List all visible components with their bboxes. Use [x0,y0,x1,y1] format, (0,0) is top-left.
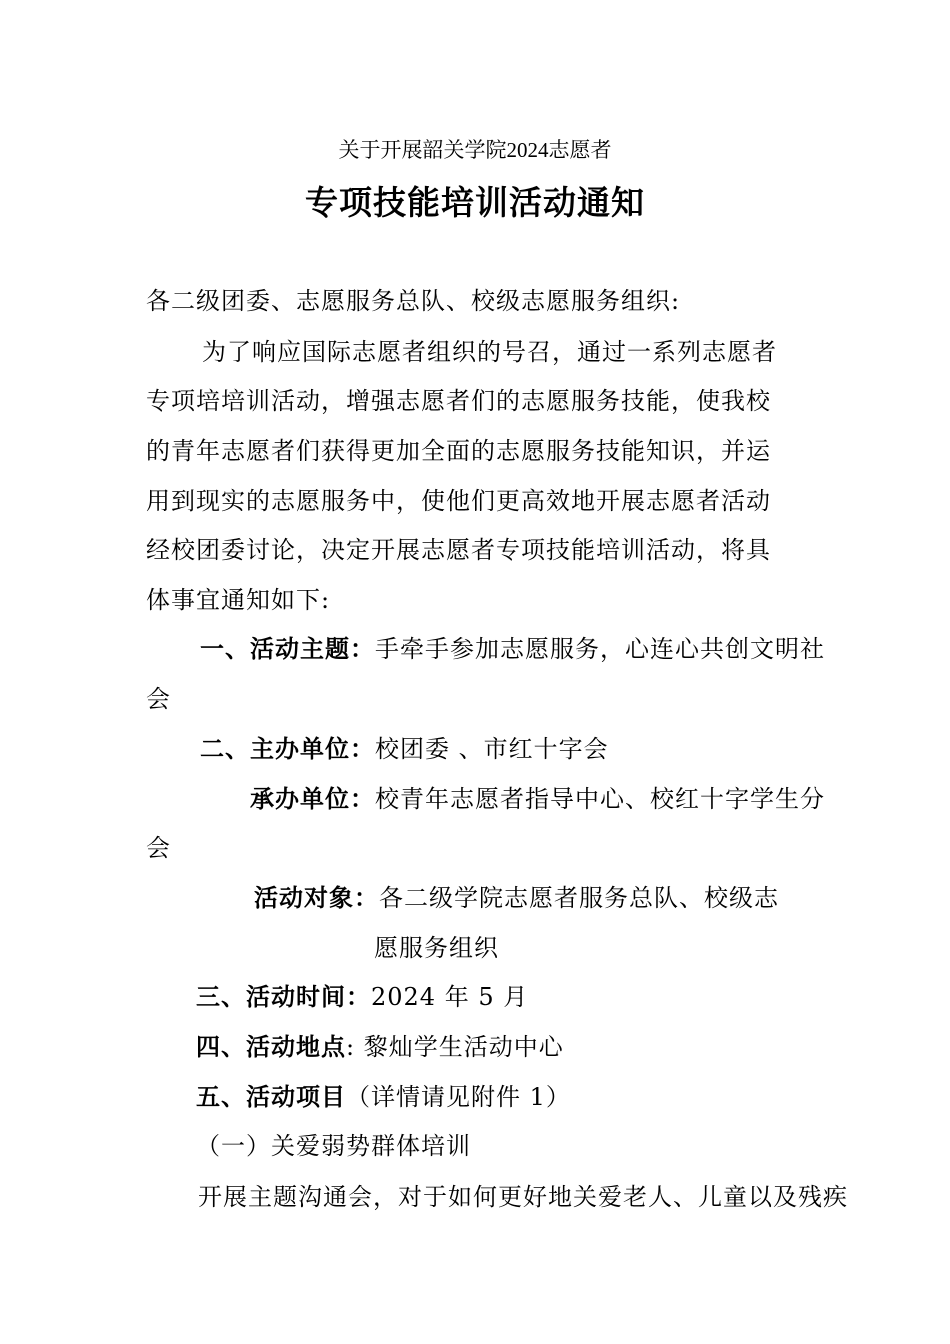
intro-line: 用到现实的志愿服务中，使他们更高效地开展志愿者活动 [146,487,771,515]
section-place-value: : 黎灿学生活动中心 [346,1033,564,1061]
section-theme-label: 一、活动主题： [200,635,375,663]
salutation: 各二级团委、志愿服务总队、校级志愿服务组织: [146,287,681,315]
subsection-body-line: 开展主题沟通会，对于如何更好地关爱老人、儿童以及残疾 [198,1183,848,1211]
section-co-organizer [250,784,825,814]
section-time-value: 2024 年 5 月 [371,983,529,1011]
section-time-label: 三、活动时间： [196,983,371,1011]
section-theme-continuation: 会 [146,685,171,713]
section-projects [196,1082,571,1112]
section-organizer [200,734,609,764]
section-projects-value: （详情请见附件 1） [346,1083,571,1111]
document-subtitle: 关于开展韶关学院2024志愿者 [338,138,612,162]
intro-line: 为了响应国际志愿者组织的号召，通过一系列志愿者 [202,338,777,366]
section-participants-label: 活动对象： [254,884,379,912]
section-co-organizer-value: 校青年志愿者指导中心、校红十字学生分 [375,785,825,813]
intro-line: 经校团委讨论，决定开展志愿者专项技能培训活动，将具 [146,536,771,564]
section-organizer-value: 校团委 、市红十字会 [375,735,609,763]
intro-line: 体事宜通知如下: [146,586,331,614]
section-participants [254,883,779,913]
section-co-organizer-label: 承办单位： [250,785,375,813]
intro-line: 的青年志愿者们获得更加全面的志愿服务技能知识，并运 [146,437,771,465]
subsection-heading: （一）关爱弱势群体培训 [196,1132,471,1160]
section-time [196,982,528,1012]
section-co-organizer-continuation: 会 [146,834,171,862]
section-participants-value: 各二级学院志愿者服务总队、校级志 [379,884,779,912]
section-theme [200,634,825,664]
section-theme-value: 手牵手参加志愿服务，心连心共创文明社 [375,635,825,663]
section-projects-label: 五、活动项目 [196,1083,346,1111]
section-place-label: 四、活动地点 [196,1033,346,1061]
section-organizer-label: 二、主办单位： [200,735,375,763]
document-title: 专项技能培训活动通知 [305,183,645,222]
section-place [196,1032,564,1062]
intro-line: 专项培培训活动，增强志愿者们的志愿服务技能，使我校 [146,387,771,415]
section-participants-continuation: 愿服务组织 [374,934,499,962]
